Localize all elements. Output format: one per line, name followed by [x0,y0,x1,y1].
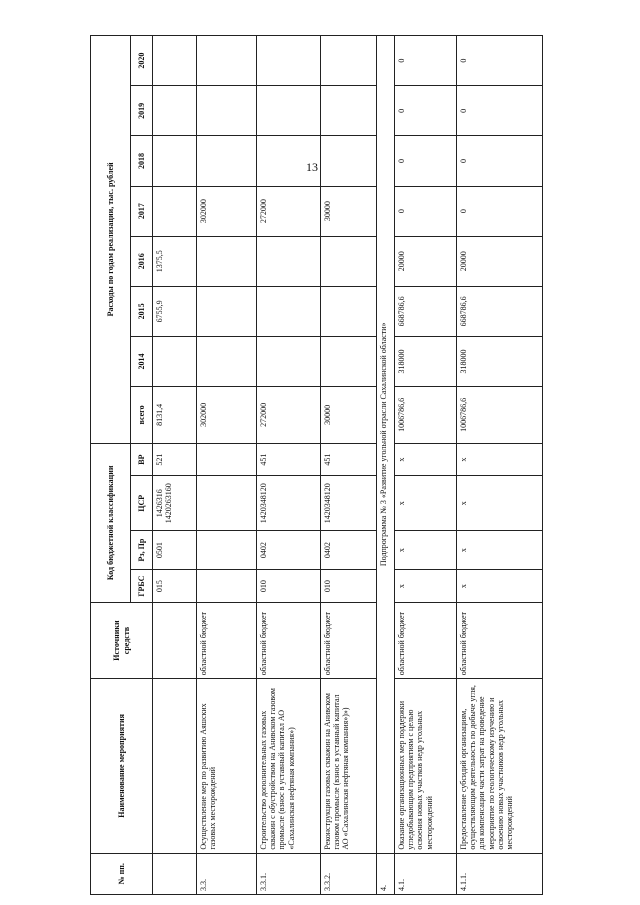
header-vr: ВР [131,443,153,476]
rotated-table-wrapper [90,35,575,895]
row-vr: 451 [257,443,321,476]
header-kbk: Код бюджетной классификации [91,443,131,602]
header-num: № пп. [91,853,153,894]
row-num: 4.1.1. [457,853,543,894]
row-year-value: 668786,6 [457,286,543,336]
row-source [153,602,197,678]
row-source: областной бюджет [257,602,321,678]
row-name: Строительство дополнительных газовых скважин с обустройством на Анивском газовом промысле (взнос в уставный капитал АО «Сахалинская нефтяная компания») [257,679,321,853]
row-year-value: 0 [395,186,457,236]
header-grbs: ГРБС [131,570,153,603]
row-name: Осуществление мер по развитию Аяшских газовых месторождений [197,679,257,853]
row-grbs: 010 [257,570,321,603]
row-year-value [321,336,377,386]
header-total: всего [131,387,153,444]
row-year-value: 318000 [395,336,457,386]
row-year-value: 20000 [395,236,457,286]
row-num [153,853,197,894]
header-csr: ЦСР [131,476,153,531]
row-name: Оказание организационных мер поддержки угледобывающим предприятиям с целью освоения новых участков недр угольных месторождений [395,679,457,853]
row-grbs: х [395,570,457,603]
row-year-value [197,36,257,86]
row-year-value: 0 [457,186,543,236]
row-year-value [257,336,321,386]
table-row [153,36,197,895]
header-name: Наименование мероприятия [91,679,153,853]
row-csr: 1420348120 [257,476,321,531]
row-name: Предоставление субсидий организациям, осуществляющим деятельность по добыче угля, для компенсации части затрат на проведение мероприятие по геологическому изучению и освоению новых участников недр угольных месторождений [457,679,543,853]
row-total: 30000 [321,387,377,444]
row-year-value: 302000 [197,186,257,236]
row-year-value [197,236,257,286]
row-grbs [197,570,257,603]
row-grbs: х [457,570,543,603]
row-csr: 1426316 1420263160 [153,476,197,531]
row-year-value [257,286,321,336]
row-year-value [321,286,377,336]
row-rzpr: х [457,530,543,569]
row-year-value: 0 [395,86,457,136]
row-year-value [197,336,257,386]
row-grbs: 015 [153,570,197,603]
row-year-value [321,36,377,86]
row-num: 3.3. [197,853,257,894]
row-csr: х [395,476,457,531]
row-vr: х [457,443,543,476]
row-total: 1006786,6 [395,387,457,444]
row-year-value [153,186,197,236]
row-vr: х [395,443,457,476]
row-year-value: 272000 [257,186,321,236]
table-row [197,36,257,895]
row-csr: х [457,476,543,531]
row-year-value: 0 [457,86,543,136]
header-year: 2019 [131,86,153,136]
row-year-value: 20000 [457,236,543,286]
row-year-value: 0 [457,36,543,86]
row-vr [197,443,257,476]
row-total: 272000 [257,387,321,444]
subprogram-row [377,36,395,895]
row-source: областной бюджет [197,602,257,678]
row-year-value [153,86,197,136]
subprogram-num: 4. [377,853,395,894]
row-year-value [197,86,257,136]
row-year-value: 318000 [457,336,543,386]
row-year-value [257,136,321,186]
row-vr: 451 [321,443,377,476]
row-total: 302000 [197,387,257,444]
header-year: 2017 [131,186,153,236]
row-year-value: 30000 [321,186,377,236]
row-year-value [257,36,321,86]
header-year: 2020 [131,36,153,86]
row-num: 3.3.1. [257,853,321,894]
row-grbs: 010 [321,570,377,603]
row-year-value: 6755,9 [153,286,197,336]
header-year: 2015 [131,286,153,336]
row-csr [197,476,257,531]
row-year-value [153,136,197,186]
row-name: Реконструкция газовых скважин на Анивском газовом промысле (взнос в уставный капитал АО «Сахалинская нефтяная компания»)») [321,679,377,853]
row-year-value [257,236,321,286]
row-rzpr: 0402 [257,530,321,569]
row-year-value [257,86,321,136]
header-year: 2014 [131,336,153,386]
table-row [257,36,321,895]
row-num: 4.1. [395,853,457,894]
header-costs: Расходы по годам реализации, тыс. рублей [91,36,131,444]
row-year-value [197,286,257,336]
row-year-value: 668786,6 [395,286,457,336]
row-source: областной бюджет [457,602,543,678]
row-year-value [153,336,197,386]
header-source: Источники средств [91,602,153,678]
row-year-value: 0 [457,136,543,186]
row-year-value [321,236,377,286]
row-year-value: 0 [395,136,457,186]
row-total: 8131,4 [153,387,197,444]
row-rzpr: х [395,530,457,569]
table-row [395,36,457,895]
row-rzpr: 0402 [321,530,377,569]
row-year-value: 0 [395,36,457,86]
row-name [153,679,197,853]
row-source: областной бюджет [321,602,377,678]
row-year-value [321,86,377,136]
table-row [321,36,377,895]
row-csr: 1420348120 [321,476,377,531]
row-rzpr [197,530,257,569]
row-vr: 521 [153,443,197,476]
page-number: 13 [306,160,318,174]
row-year-value: 1375,5 [153,236,197,286]
row-year-value [321,136,377,186]
budget-table [90,35,543,895]
header-rzpr: Рз, Пр [131,530,153,569]
subprogram-title: Подпрограмма № 3 «Развитие угольной отрасли Сахалинской области» [377,36,395,854]
row-year-value [153,36,197,86]
table-row [457,36,543,895]
row-num: 3.3.2. [321,853,377,894]
row-total: 1006786,6 [457,387,543,444]
row-rzpr: 0501 [153,530,197,569]
row-source: областной бюджет [395,602,457,678]
header-year: 2016 [131,236,153,286]
header-year: 2018 [131,136,153,186]
row-year-value [197,136,257,186]
